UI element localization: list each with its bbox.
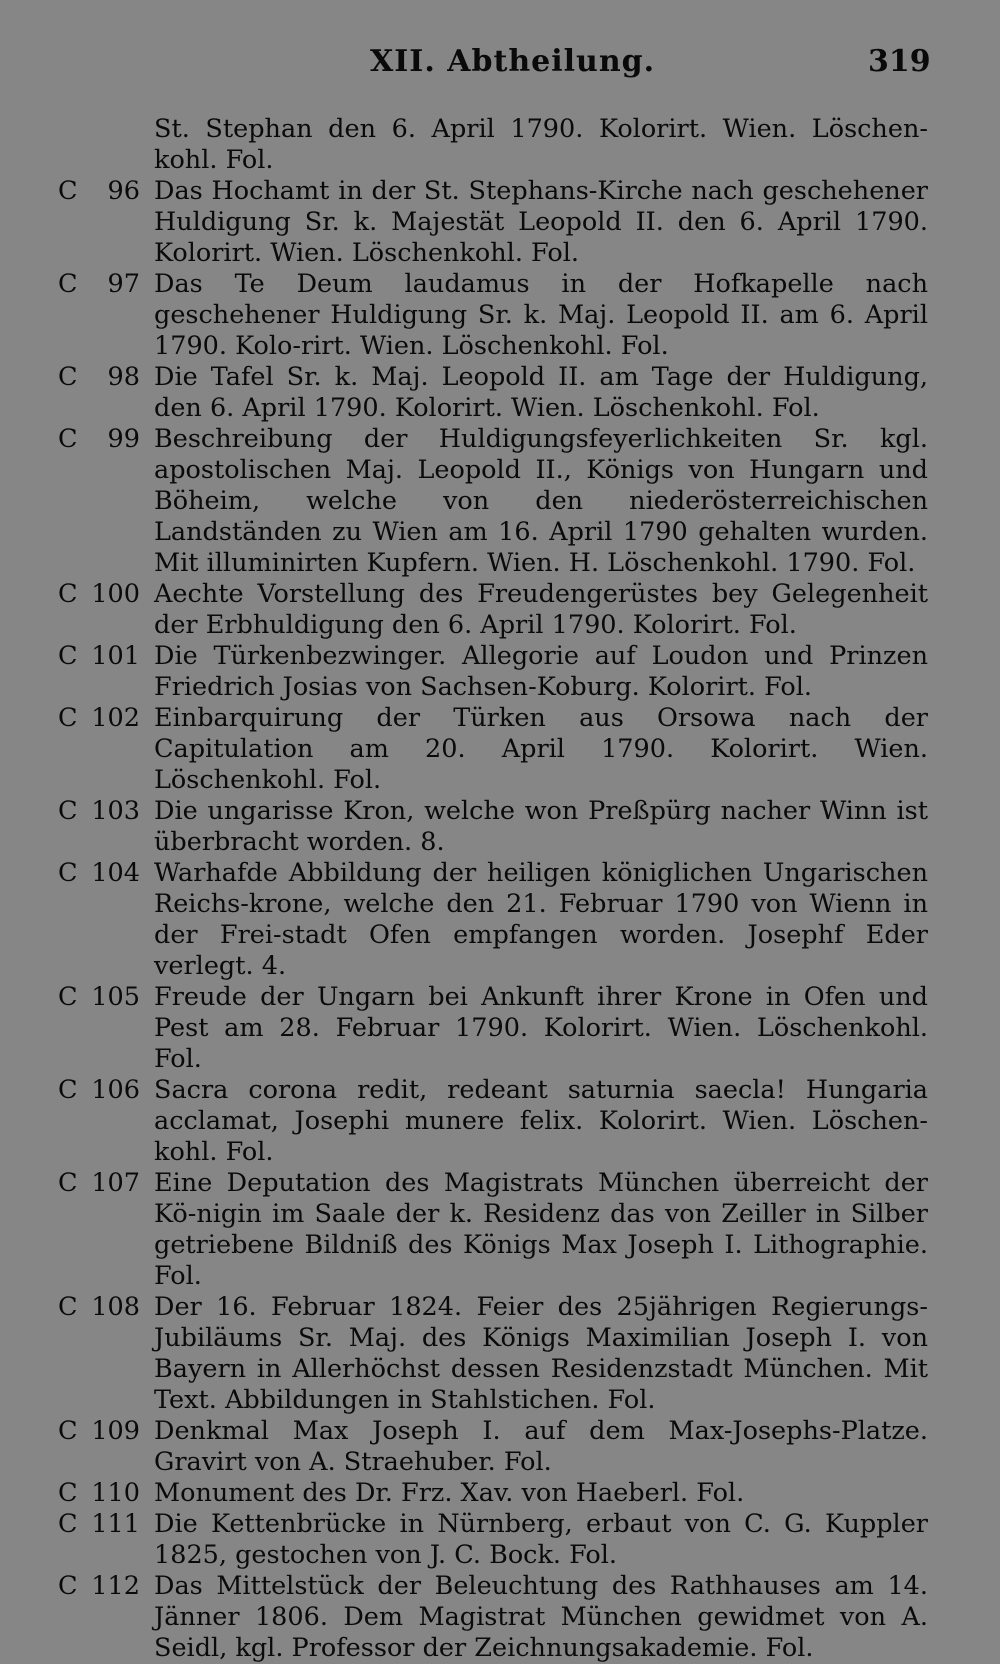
entry-text: Monument des Dr. Frz. Xav. von Haeberl. Fol. bbox=[154, 1478, 745, 1508]
entry-number: 104 bbox=[91, 858, 140, 888]
catalog-entry bbox=[58, 982, 928, 1075]
entry-number: 99 bbox=[107, 424, 140, 454]
entry-number: 103 bbox=[91, 796, 140, 826]
entry-text: Die Türkenbezwinger. Allegorie auf Loudon und Prinzen Friedrich Josias von Sachsen-Koburg. Kolorirt. Fol. bbox=[154, 641, 928, 702]
entry-code bbox=[58, 796, 140, 827]
entry-text: Der 16. Februar 1824. Feier des 25jährigen Regierungs-Jubiläums Sr. Maj. des Königs Maximilian Joseph I. von Bayern in Allerhöchst dessen Residenzstadt München. Mit Text. Abbildungen in Stahlstichen. Fol. bbox=[154, 1292, 928, 1415]
entry-code bbox=[58, 176, 140, 207]
catalog-list bbox=[58, 114, 928, 1664]
catalog-entry bbox=[58, 176, 928, 269]
entry-text: Einbarquirung der Türken aus Orsowa nach der Capitulation am 20. April 1790. Kolorirt. Wien. Löschenkohl. Fol. bbox=[154, 703, 928, 795]
entry-text: Das Mittelstück der Beleuchtung des Rathhauses am 14. Jänner 1806. Dem Magistrat München gewidmet von A. Seidl, kgl. Professor der Zeichnungsakademie. Fol. bbox=[154, 1571, 928, 1663]
catalog-entry bbox=[58, 858, 928, 982]
catalog-entry bbox=[58, 641, 928, 703]
entry-code bbox=[58, 858, 140, 889]
entry-text: Freude der Ungarn bei Ankunft ihrer Krone in Ofen und Pest am 28. Februar 1790. Kolorirt. Wien. Löschenkohl. Fol. bbox=[154, 982, 928, 1074]
entry-letter: C bbox=[58, 1571, 78, 1601]
catalog-entry bbox=[58, 703, 928, 796]
catalog-entry bbox=[58, 1571, 928, 1664]
page-number: 319 bbox=[868, 44, 931, 79]
page-header bbox=[0, 44, 1000, 88]
entry-code bbox=[58, 1292, 140, 1323]
entry-text: Warhafde Abbildung der heiligen königlichen Ungarischen Reichs-krone, welche den 21. Februar 1790 von Wienn in der Frei-stadt Ofen empfangen worden. Josephf Eder verlegt. 4. bbox=[154, 858, 928, 981]
entry-letter: C bbox=[58, 1075, 78, 1105]
entry-number: 105 bbox=[91, 982, 140, 1012]
entry-text: Denkmal Max Joseph I. auf dem Max-Josephs-Platze. Gravirt von A. Straehuber. Fol. bbox=[154, 1416, 928, 1477]
entry-number: 97 bbox=[107, 269, 140, 299]
entry-code bbox=[58, 1168, 140, 1199]
catalog-entry bbox=[58, 1168, 928, 1292]
entry-code bbox=[58, 1478, 140, 1509]
entry-letter: C bbox=[58, 858, 78, 888]
entry-number: 102 bbox=[91, 703, 140, 733]
entry-letter: C bbox=[58, 982, 78, 1012]
entry-letter: C bbox=[58, 1478, 78, 1508]
catalog-entry bbox=[58, 579, 928, 641]
entry-code bbox=[58, 362, 140, 393]
entry-letter: C bbox=[58, 1509, 78, 1539]
entry-number: 110 bbox=[91, 1478, 140, 1508]
entry-code bbox=[58, 424, 140, 455]
entry-code bbox=[58, 982, 140, 1013]
entry-text: Die ungarisse Kron, welche won Preßpürg nacher Winn ist überbracht worden. 8. bbox=[154, 796, 928, 857]
entry-number: 109 bbox=[91, 1416, 140, 1446]
entry-text: Aechte Vorstellung des Freudengerüstes bey Gelegenheit der Erbhuldigung den 6. April 1790. Kolorirt. Fol. bbox=[154, 579, 928, 640]
entry-letter: C bbox=[58, 641, 78, 671]
catalog-entry bbox=[58, 424, 928, 579]
entry-number: 101 bbox=[91, 641, 140, 671]
catalog-entry bbox=[58, 1478, 928, 1509]
entry-number: 106 bbox=[91, 1075, 140, 1105]
entry-code bbox=[58, 1416, 140, 1447]
entry-text: Eine Deputation des Magistrats München überreicht der Kö-nigin im Saale der k. Residenz das von Zeiller in Silber getriebene Bildniß des Königs Max Joseph I. Lithographie. Fol. bbox=[154, 1168, 928, 1291]
entry-number: 100 bbox=[91, 579, 140, 609]
entry-code bbox=[58, 703, 140, 734]
continuation-entry bbox=[58, 114, 928, 176]
entry-number: 112 bbox=[91, 1571, 140, 1601]
entry-text: Beschreibung der Huldigungsfeyerlichkeiten Sr. kgl. apostolischen Maj. Leopold II., Königs von Hungarn und Böheim, welche von den niederösterreichischen Landständen zu Wien am 16. April 1790 gehalten wurden. Mit illuminirten Kupfern. Wien. H. Löschenkohl. 1790. Fol. bbox=[154, 424, 928, 578]
entry-code bbox=[58, 1571, 140, 1602]
entry-number: 111 bbox=[91, 1509, 140, 1539]
catalog-entry bbox=[58, 1292, 928, 1416]
entry-code bbox=[58, 1075, 140, 1106]
entry-letter: C bbox=[58, 1292, 78, 1322]
entry-number: 108 bbox=[91, 1292, 140, 1322]
entry-number: 96 bbox=[107, 176, 140, 206]
entry-text: Die Kettenbrücke in Nürnberg, erbaut von C. G. Kuppler 1825, gestochen von J. C. Bock. Fol. bbox=[154, 1509, 928, 1570]
entry-letter: C bbox=[58, 176, 78, 206]
entry-letter: C bbox=[58, 362, 78, 392]
entry-letter: C bbox=[58, 424, 78, 454]
entry-letter: C bbox=[58, 703, 78, 733]
catalog-entry bbox=[58, 1509, 928, 1571]
entry-letter: C bbox=[58, 1168, 78, 1198]
entry-number: 107 bbox=[91, 1168, 140, 1198]
entry-text: Die Tafel Sr. k. Maj. Leopold II. am Tage der Huldigung, den 6. April 1790. Kolorirt. Wien. Löschenkohl. Fol. bbox=[154, 362, 928, 423]
section-title: XII. Abtheilung. bbox=[370, 44, 656, 79]
entry-letter: C bbox=[58, 579, 78, 609]
entries-container bbox=[58, 176, 928, 1664]
catalog-entry bbox=[58, 269, 928, 362]
entry-code bbox=[58, 641, 140, 672]
catalog-entry bbox=[58, 796, 928, 858]
entry-letter: C bbox=[58, 269, 78, 299]
entry-letter: C bbox=[58, 796, 78, 826]
catalog-entry bbox=[58, 1075, 928, 1168]
entry-code bbox=[58, 269, 140, 300]
entry-text: Das Te Deum laudamus in der Hofkapelle nach geschehener Huldigung Sr. k. Maj. Leopold II. am 6. April 1790. Kolo-rirt. Wien. Löschenkohl. Fol. bbox=[154, 269, 928, 361]
entry-code bbox=[58, 579, 140, 610]
catalog-entry bbox=[58, 1416, 928, 1478]
entry-text: St. Stephan den 6. April 1790. Kolorirt. Wien. Löschen-kohl. Fol. bbox=[154, 114, 928, 175]
catalog-entry bbox=[58, 362, 928, 424]
entry-letter: C bbox=[58, 1416, 78, 1446]
entry-text: Sacra corona redit, redeant saturnia saecla! Hungaria acclamat, Josephi munere felix. Kolorirt. Wien. Löschen-kohl. Fol. bbox=[154, 1075, 928, 1167]
entry-code bbox=[58, 1509, 140, 1540]
entry-number: 98 bbox=[107, 362, 140, 392]
entry-text: Das Hochamt in der St. Stephans-Kirche nach geschehener Huldigung Sr. k. Majestät Leopold II. den 6. April 1790. Kolorirt. Wien. Löschenkohl. Fol. bbox=[154, 176, 928, 268]
